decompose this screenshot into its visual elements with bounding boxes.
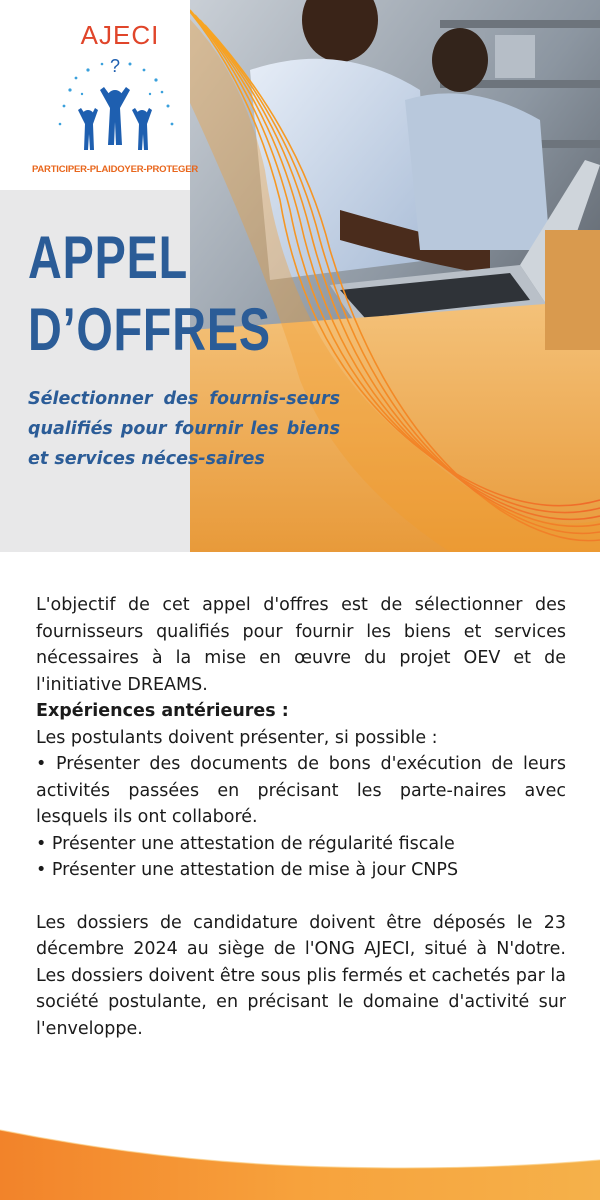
body-text	[36, 592, 566, 1042]
logo-title: AJECI	[80, 20, 160, 50]
experience-heading: Expériences antérieures :	[36, 701, 289, 721]
intro-paragraph: L'objectif de cet appel d'offres est de sélectionner des fournisseurs qualifiés pour fournir les biens et services nécessaires à la mise en œuvre du projet OEV et de l'initiative DREAMS.	[36, 595, 566, 695]
bottom-orange-wave	[0, 1120, 600, 1200]
headline-line-1: APPEL	[28, 224, 188, 291]
bullet-item: • Présenter une attestation de mise à jour CNPS	[36, 860, 459, 880]
headline	[28, 222, 271, 366]
closing-paragraph: Les dossiers de candidature doivent être déposés le 23 décembre 2024 au siège de l'ONG AJECI, situé à N'dotre. Les dossiers doivent être sous plis fermés et cachetés par la société postulante, en précisant le domaine d'activité sur l'enveloppe.	[36, 912, 566, 1039]
headline-line-2: D’OFFRES	[28, 296, 271, 363]
header-section	[0, 0, 600, 552]
bullet-item: • Présenter une attestation de régularité fiscale	[36, 833, 455, 854]
logo-figures-icon	[40, 50, 190, 162]
subtitle: Sélectionner des fournis-seurs qualifiés pour fournir les biens et services néces-saires	[28, 389, 340, 469]
logo-tagline: PARTICIPER-PLAIDOYER-PROTEGER	[31, 164, 199, 175]
bullet-item: • Présenter des documents de bons d'exécution de leurs activités passées en précisant les parte-naires avec lesquels ils ont collaboré.	[36, 754, 566, 827]
lead-line: Les postulants doivent présenter, si possible :	[36, 727, 438, 748]
ajeci-logo	[30, 20, 200, 180]
svg-text:?: ?	[109, 56, 121, 76]
paragraph-spacer	[36, 884, 566, 910]
